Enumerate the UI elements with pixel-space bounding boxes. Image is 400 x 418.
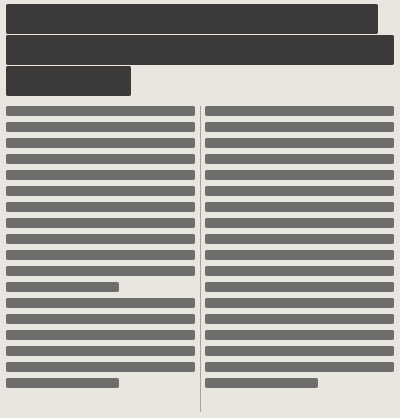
- text-line: [205, 266, 394, 276]
- text-line: [6, 250, 195, 260]
- text-line: [205, 234, 394, 244]
- text-line: [205, 186, 394, 196]
- text-line: [6, 266, 195, 276]
- text-line: [205, 138, 394, 148]
- text-line: [6, 234, 195, 244]
- text-line: [6, 186, 195, 196]
- column-left: [6, 106, 195, 412]
- text-line: [6, 202, 195, 212]
- text-line: [6, 106, 195, 116]
- column-right: [205, 106, 394, 412]
- text-line: [6, 122, 195, 132]
- text-line: [6, 378, 119, 388]
- headline-line-3: [6, 66, 131, 96]
- text-line: [205, 330, 394, 340]
- text-line: [205, 218, 394, 228]
- text-line: [6, 138, 195, 148]
- text-line: [205, 282, 394, 292]
- text-line: [205, 362, 394, 372]
- text-line: [205, 122, 394, 132]
- text-line: [6, 218, 195, 228]
- text-line: [205, 378, 318, 388]
- text-line: [205, 250, 394, 260]
- text-line: [205, 298, 394, 308]
- text-line: [6, 154, 195, 164]
- text-line: [6, 314, 195, 324]
- article-columns: [6, 106, 394, 412]
- headline-line-2: [6, 35, 394, 65]
- headline: [6, 4, 394, 96]
- text-line: [205, 106, 394, 116]
- text-line: [6, 170, 195, 180]
- text-line: [205, 170, 394, 180]
- text-line: [205, 314, 394, 324]
- text-line: [6, 346, 195, 356]
- text-line: [205, 154, 394, 164]
- text-line: [6, 298, 195, 308]
- text-line: [6, 282, 119, 292]
- text-line: [205, 202, 394, 212]
- text-line: [6, 362, 195, 372]
- text-line: [205, 346, 394, 356]
- text-line: [6, 330, 195, 340]
- headline-line-1: [6, 4, 378, 34]
